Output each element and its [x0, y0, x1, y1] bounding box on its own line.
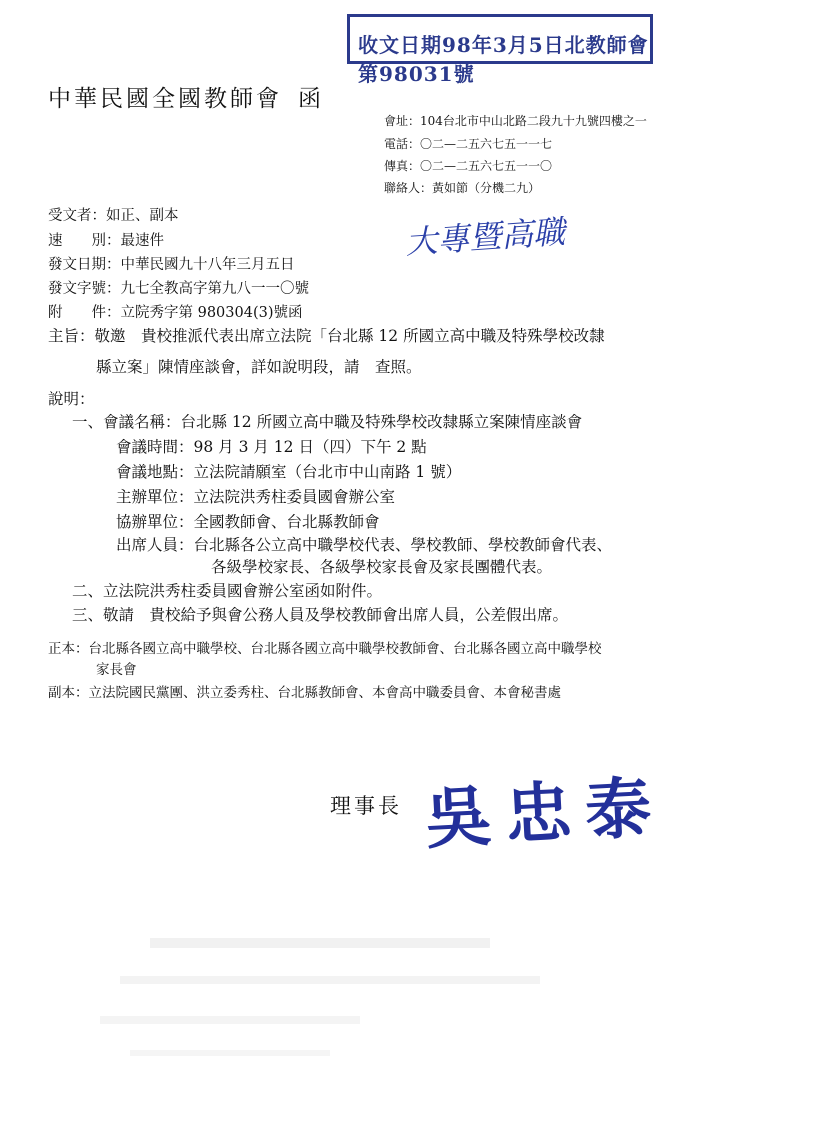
fax: 傳真：〇二—二五六七五一一〇	[384, 159, 553, 173]
item1-cohost: 協辦單位：全國教師會、台北縣教師會	[116, 513, 380, 531]
speed: 速 別：最速件	[48, 233, 164, 249]
receipt-stamp-text: 收文日期98年3月5日北教師會第98031號	[358, 33, 649, 86]
issue-date: 發文日期：中華民國九十八年三月五日	[48, 257, 295, 273]
item1-host: 主辦單位：立法院洪秀柱委員國會辦公室	[116, 488, 396, 506]
receipt-stamp	[347, 14, 653, 86]
original-recipients-1: 正本：台北縣各國立高中職學校、台北縣各國立高中職學校教師會、台北縣各國立高中職學校	[48, 641, 602, 657]
subject-line-2: 縣立案」陳情座談會，詳如說明段，請 查照。	[96, 358, 422, 376]
chairman-title: 理事長	[330, 794, 402, 818]
item3: 三、敬請 貴校給予與會公務人員及學校教師會出席人員，公差假出席。	[72, 606, 569, 624]
org-title-text: 中華民國全國教師會	[48, 86, 282, 112]
copy-recipients: 副本：立法院國民黨團、洪立委秀柱、台北縣教師會、本會高中職委員會、本會秘書處	[48, 685, 561, 701]
phone: 電話：〇二—二五六七五一一七	[384, 137, 553, 151]
item1-attendees-2: 各級學校家長、各級學校家長會及家長團體代表。	[211, 558, 553, 576]
address: 會址：104台北市中山北路二段九十九號四樓之一	[384, 114, 647, 128]
item1-attendees-1: 出席人員：台北縣各公立高中職學校代表、學校教師、學校教師會代表、	[116, 536, 613, 554]
item1-meeting-name: 一、會議名稱：台北縣 12 所國立高中職及特殊學校改隸縣立案陳情座談會	[72, 413, 583, 431]
item1-meeting-place: 會議地點：立法院請願室（台北市中山南路 1 號）	[116, 463, 462, 481]
item2: 二、立法院洪秀柱委員國會辦公室函如附件。	[72, 582, 383, 600]
doc-number: 發文字號：九七全教高字第九八一一〇號	[48, 281, 309, 297]
contact-person: 聯絡人：黃如節（分機二九）	[384, 181, 541, 195]
handwritten-note: 大專暨高職	[404, 212, 567, 262]
scan-artifact	[90, 930, 650, 1080]
subject-line-1: 主旨：敬邀 貴校推派代表出席立法院「台北縣 12 所國立高中職及特殊學校改隸	[48, 327, 605, 345]
doc-type: 函	[298, 86, 324, 112]
signature: 吳忠泰	[423, 767, 668, 859]
explanation-heading: 說明：	[48, 390, 95, 408]
recipient: 受文者：如正、副本	[48, 208, 179, 224]
item1-meeting-time: 會議時間：98 月 3 月 12 日（四）下午 2 點	[116, 438, 427, 456]
attachment: 附 件：立院秀字第 980304(3)號函	[48, 305, 303, 321]
original-recipients-2: 家長會	[96, 662, 137, 678]
org-title	[48, 80, 324, 113]
